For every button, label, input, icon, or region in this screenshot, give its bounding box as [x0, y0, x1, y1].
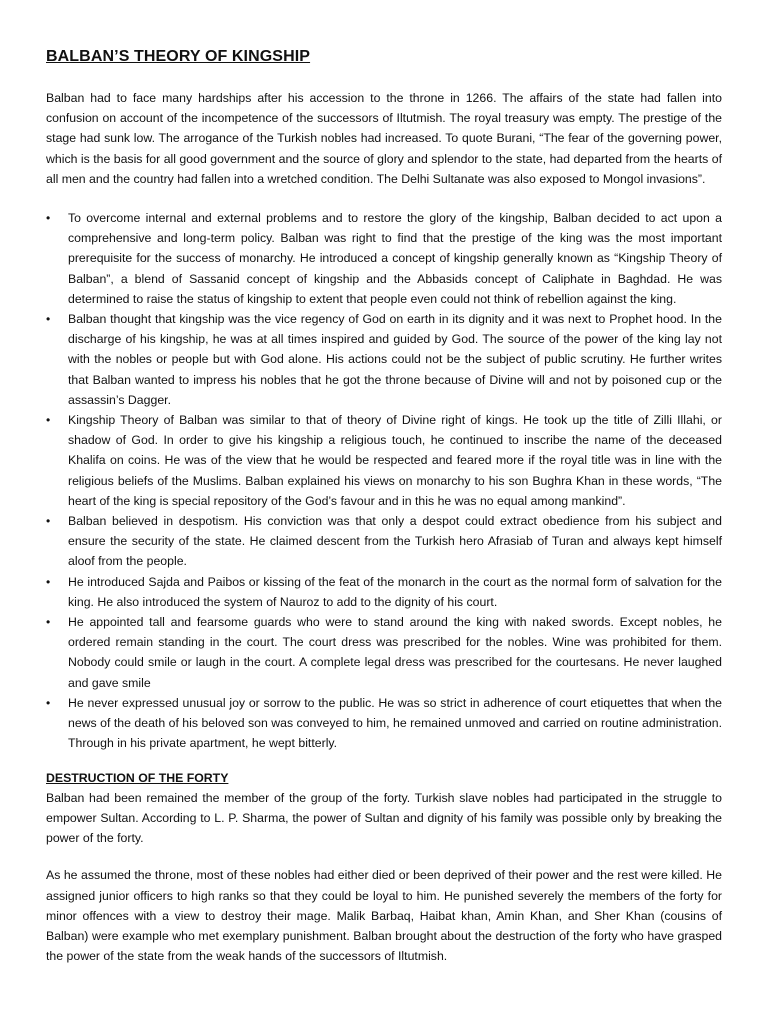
- list-item: [46, 511, 722, 572]
- list-item: [46, 410, 722, 511]
- bullet-icon: •: [46, 514, 51, 529]
- list-item: [46, 572, 722, 612]
- bullet-icon: •: [46, 695, 51, 710]
- list-item-text: He appointed tall and fearsome guards who were to stand around the king with naked swords. Except nobles, he ordered remain standing in the court. The court dress was prescribed for the nobles. Wine was prohibited for them. Nobody could smile or laugh in the court. A complete legal dress was prescribed for the courtesans. He never laughed and gave smile: [68, 615, 722, 690]
- section2-paragraph-1: Balban had been remained the member of the group of the forty. Turkish slave nobles had participated in the struggle to empower Sultan. According to L. P. Sharma, the power of Sultan and dignity of his family was possible only by breaking the power of the forty.: [46, 790, 722, 846]
- section2-paragraph-2: As he assumed the throne, most of these nobles had either died or been deprived of their power and the rest were killed. He assigned junior officers to high ranks so that they could be loyal to him. He punished severely the members of the forty for minor offences with a view to destroy their mage. Malik Barbaq, Haibat khan, Amin Khan, and Sher Khan (cousins of Balban) were example who met exemplary punishment. Balban brought about the destruction of the forty who have grasped the power of the state from the weak hands of the successors of Iltutmish.: [46, 868, 722, 964]
- bullet-icon: •: [46, 615, 51, 630]
- list-item-text: He introduced Sajda and Paibos or kissing of the feat of the monarch in the court as the normal form of salvation for the king. He also introduced the system of Nauroz to add to the dignity of his court.: [68, 574, 722, 609]
- list-item-text: Balban believed in despotism. His conviction was that only a despot could extract obedience from his subject and ensure the security of the state. He claimed descent from the Turkish hero Afrasiab of Turan and always kept himself aloof from the people.: [68, 514, 722, 569]
- bullet-icon: •: [46, 211, 51, 226]
- list-item: [46, 693, 722, 754]
- list-item: [46, 208, 722, 309]
- kingship-bullet-list: [46, 208, 722, 753]
- bullet-icon: •: [46, 413, 51, 428]
- section-heading-destruction-of-the-forty: DESTRUCTION OF THE FORTY: [46, 770, 229, 785]
- intro-paragraph: Balban had to face many hardships after his accession to the throne in 1266. The affairs of the state had fallen into confusion on account of the incompetence of the successors of Iltutmish. The royal treasury was empty. The prestige of the stage had sunk low. The arrogance of the Turkish nobles had increased. To quote Burani, “The fear of the governing power, which is the basis for all good government and the source of glory and splendor to the state, had departed from the hearts of all men and the country had fallen into a wretched condition. The Delhi Sultanate was also exposed to Mongol invasions”.: [46, 91, 722, 186]
- list-item-text: Balban thought that kingship was the vice regency of God on earth in its dignity and it was next to Prophet hood. In the discharge of his kingship, he was at all times inspired and guided by God. The source of the power of the king lay not with the nobles or people but with God alone. His actions could not be the subject of public scrutiny. He further writes that Balban wanted to impress his nobles that he got the throne because of Divine will and not by poisoned cup or the assassin’s Dagger.: [68, 312, 722, 407]
- bullet-icon: •: [46, 312, 51, 327]
- list-item: [46, 309, 722, 410]
- list-item: [46, 612, 722, 693]
- list-item-text: He never expressed unusual joy or sorrow to the public. He was so strict in adherence of court etiquettes that when the news of the death of his beloved son was conveyed to him, he remained unmoved and carried on routine administration. Through in his private apartment, he wept bitterly.: [68, 695, 722, 751]
- list-item-text: To overcome internal and external problems and to restore the glory of the kingship, Balban decided to act upon a comprehensive and long-term policy. Balban was right to find that the prestige of the king was the most important prerequisite for the success of monarchy. He introduced a concept of kingship generally known as “Kingship Theory of Balban”, a blend of Sassanid concept of kingship and the Abbasids concept of Caliphate in Baghdad. He was determined to raise the status of kingship to extent that people even could not think of rebellion against the king.: [68, 211, 722, 306]
- bullet-icon: •: [46, 574, 51, 589]
- page-title: BALBAN’S THEORY OF KINGSHIP: [46, 48, 311, 65]
- list-item-text: Kingship Theory of Balban was similar to that of theory of Divine right of kings. He took up the title of Zilli Illahi, or shadow of God. In order to give his kingship a religious touch, he continued to inscribe the name of the deceased Khalifa on coins. He was of the view that he would be respected and feared more if the royal title was in line with the religious beliefs of the Muslims. Balban explained his views on monarchy to his son Bughra Khan in these words, “The heart of the king is special repository of the God’s favour and in this he was no equal among mankind”.: [68, 413, 722, 508]
